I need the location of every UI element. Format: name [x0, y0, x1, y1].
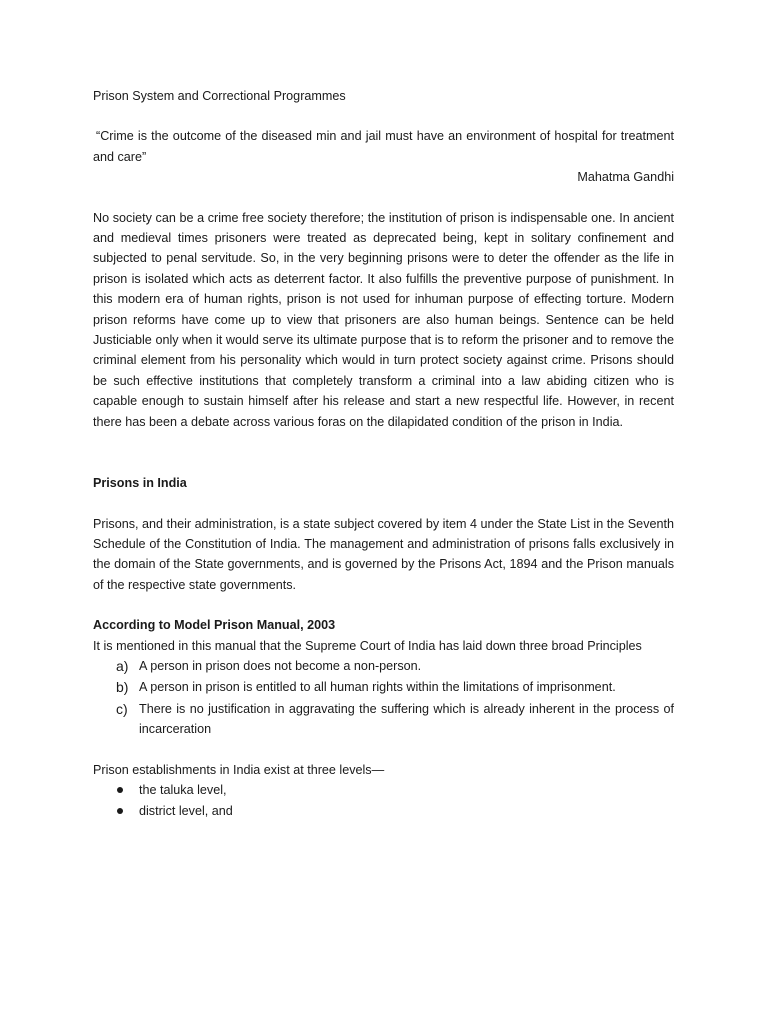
level-item-taluka [93, 780, 674, 800]
principle-item-c [93, 699, 674, 740]
level-item-district [93, 801, 674, 821]
list-marker: a) [116, 657, 129, 674]
principle-text: There is no justification in aggravating the suffering which is already inherent in the process of incarceration [139, 701, 674, 737]
quote-author: Mahatma Gandhi [577, 170, 674, 185]
bullet-icon [117, 808, 123, 814]
principle-text: A person in prison does not become a non-person. [139, 658, 422, 673]
manual-intro-text: It is mentioned in this manual that the Supreme Court of India has laid down three broad Principles [93, 638, 642, 653]
intro-paragraph: No society can be a crime free society therefore; the institution of prison is indispensable one. In ancient and medieval times prisoners were treated as deprecated being, kept in solitary confinement and subjected to penal servitude. So, in the very beginning prisons were to deter the offender as the life in prison is isolated which acts as deterrent factor. It also fulfills the preventive purpose of punishment. In this modern era of human rights, prison is not used for inhuman purpose of effecting torture. Modern prison reforms have come up to view that prisoners are also human beings. Sentence can be held Justiciable only when it would serve its ultimate purpose that is to reform the prisoner and to remove the criminal element from his personality which would in turn protect society against crime. Prisons should be such effective institutions that completely transform a criminal into a law abiding citizen who is capable enough to sustain himself after his release and start a new respectful life. However, in recent there has been a debate across various foras on the dilapidated condition of the prison in India. [93, 210, 674, 429]
list-marker: b) [116, 679, 129, 696]
document-page [93, 86, 674, 822]
document-title: Prison System and Correctional Programmes [93, 89, 346, 103]
gandhi-quote: “Crime is the outcome of the diseased min and jail must have an environment of hospital for treatment and care” [93, 129, 674, 164]
principle-item-a [93, 656, 674, 676]
model-prison-manual-heading: According to Model Prison Manual, 2003 [93, 618, 336, 633]
prison-levels-list [93, 780, 674, 821]
list-marker: c) [116, 700, 128, 717]
principle-text: A person in prison is entitled to all human rights within the limitations of imprisonment. [139, 680, 616, 695]
levels-intro-text: Prison establishments in India exist at three levels— [93, 762, 385, 777]
prisons-in-india-paragraph: Prisons, and their administration, is a state subject covered by item 4 under the State List in the Seventh Schedule of the Constitution of India. The management and administration of prisons falls exclusively in the domain of the State governments, and is governed by the Prisons Act, 1894 and the Prison manuals of the respective state governments. [93, 516, 674, 592]
level-text: district level, and [139, 803, 233, 818]
level-text: the taluka level, [139, 782, 227, 797]
bullet-icon [117, 787, 123, 793]
principles-list [93, 656, 674, 740]
section-heading-prisons-in-india: Prisons in India [93, 476, 187, 491]
principle-item-b [93, 677, 674, 697]
